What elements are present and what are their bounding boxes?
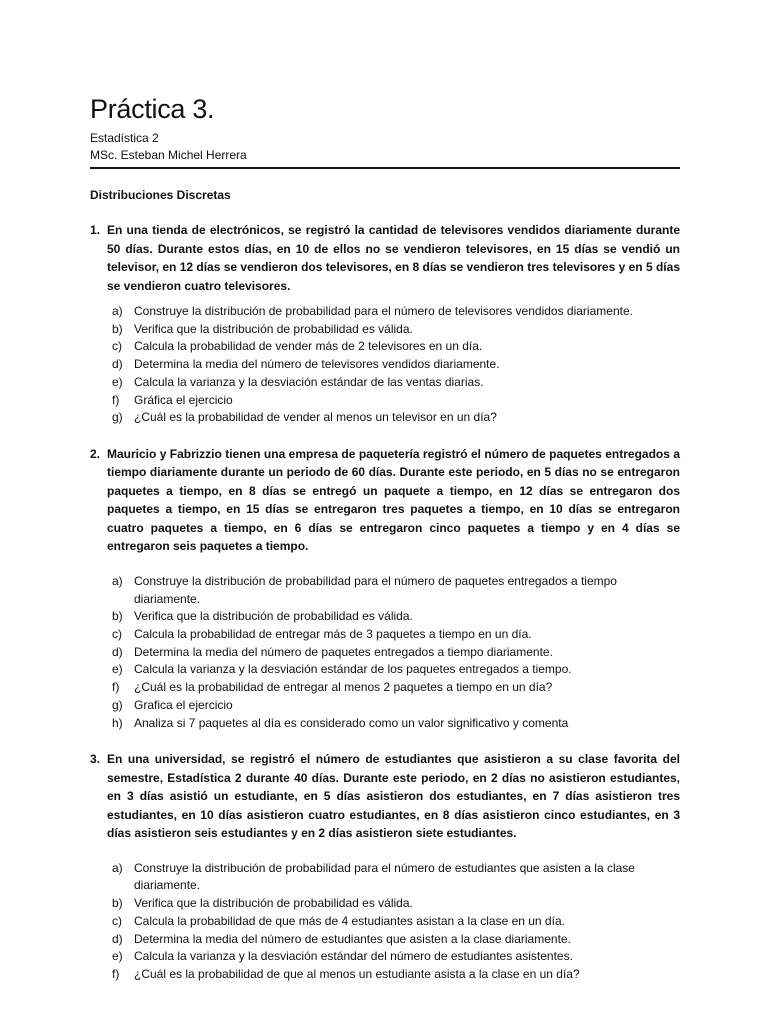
problem-3 [90, 750, 680, 843]
list-item [112, 392, 680, 410]
item-letter: c) [112, 627, 122, 642]
problem-1 [90, 221, 680, 295]
header-divider [90, 167, 680, 169]
item-text: Construye la distribución de probabilidad para el número de televisores vendidos diariamente. [134, 304, 633, 318]
item-text: Construye la distribución de probabilidad para el número de estudiantes que asisten a la clase diariamente. [134, 860, 635, 893]
list-item [112, 644, 680, 662]
item-text: Determina la media del número de paquetes entregados a tiempo diariamente. [134, 644, 553, 659]
item-letter: f) [112, 680, 120, 695]
problem-number: 3. [90, 752, 101, 767]
item-letter: e) [112, 662, 123, 677]
item-letter: b) [112, 609, 123, 624]
problem-statement: Mauricio y Fabrizzio tienen una empresa de paquetería registró el número de paquetes entregados a tiempo diariamente durante un periodo de 60 días. Durante este periodo, en 5 días no se entregaron paquetes a tiempo, en 8 días se entregó un paquete a tiempo, en 12 días se entregaron dos paquetes a tiempo, en 15 días se entregaron tres paquetes a tiempo, en 10 días se entregaron cuatro paquetes a tiempo, en 6 días se entregaron cinco paquetes a tiempo y en 4 días se entregaron seis paquetes a tiempo. [107, 446, 680, 554]
item-text: Grafica el ejercicio [134, 697, 233, 712]
list-item [112, 321, 680, 339]
item-text: Gráfica el ejercicio [134, 392, 233, 407]
list-item [112, 356, 680, 374]
problem-2-questions [90, 573, 680, 732]
item-letter: d) [112, 357, 123, 372]
item-letter: b) [112, 896, 123, 911]
item-letter: f) [112, 392, 120, 407]
section-title: Distribuciones Discretas [90, 188, 231, 202]
list-item [112, 661, 680, 679]
item-text: Verifica que la distribución de probabilidad es válida. [134, 321, 413, 336]
problem-3-questions [90, 860, 680, 984]
item-letter: h) [112, 715, 123, 730]
item-letter: b) [112, 321, 123, 336]
item-letter: c) [112, 339, 122, 354]
problem-statement: En una tienda de electrónicos, se registró la cantidad de televisores vendidos diariamente durante 50 días. Durante estos días, en 10 de ellos no se vendieron televisores, en 15 días se vendió un televisor, en 12 días se vendieron dos televisores, en 8 días se vendieron tres televisores y en 5 días se vendieron cuatro televisores. [107, 223, 680, 293]
item-text: Calcula la varianza y la desviación estándar de los paquetes entregados a tiempo. [134, 662, 572, 677]
list-item [112, 715, 680, 733]
item-letter: a) [112, 860, 123, 875]
item-letter: e) [112, 949, 123, 964]
item-text: Calcula la varianza y la desviación estándar de las ventas diarias. [134, 374, 484, 389]
item-letter: e) [112, 374, 123, 389]
item-letter: a) [112, 573, 123, 588]
list-item [112, 931, 680, 949]
item-letter: c) [112, 913, 122, 928]
list-item [112, 303, 680, 321]
item-letter: g) [112, 697, 123, 712]
problem-number: 1. [90, 223, 101, 237]
list-item [112, 573, 680, 608]
list-item [112, 409, 680, 427]
list-item [112, 374, 680, 392]
list-item [112, 608, 680, 626]
item-text: ¿Cuál es la probabilidad de entregar al menos 2 paquetes a tiempo en un día? [134, 680, 553, 695]
list-item [112, 679, 680, 697]
item-text: Calcula la probabilidad de vender más de 2 televisores en un día. [134, 339, 483, 354]
page-title: Práctica 3. [90, 94, 215, 124]
problem-number: 2. [90, 446, 101, 461]
list-item [112, 860, 680, 895]
item-text: ¿Cuál es la probabilidad de vender al menos un televisor en un día? [134, 410, 497, 425]
list-item [112, 626, 680, 644]
item-text: Calcula la varianza y la desviación estándar del número de estudiantes asistentes. [134, 949, 573, 964]
item-text: Determina la media del número de televisores vendidos diariamente. [134, 357, 500, 372]
list-item [112, 697, 680, 715]
list-item [112, 913, 680, 931]
problem-1-questions [90, 303, 680, 427]
item-letter: a) [112, 304, 123, 318]
item-text: Verifica que la distribución de probabilidad es válida. [134, 896, 413, 911]
item-text: Verifica que la distribución de probabilidad es válida. [134, 609, 413, 624]
list-item [112, 338, 680, 356]
item-letter: d) [112, 644, 123, 659]
author-name: MSc. Esteban Michel Herrera [90, 148, 247, 162]
item-text: Construye la distribución de probabilidad para el número de paquetes entregados a tiempo diariamente. [134, 573, 617, 606]
item-text: Determina la media del número de estudiantes que asisten a la clase diariamente. [134, 931, 571, 946]
document-page [90, 92, 680, 984]
problem-2 [90, 445, 680, 556]
list-item [112, 895, 680, 913]
item-letter: g) [112, 410, 123, 425]
item-text: Analiza si 7 paquetes al día es considerado como un valor significativo y comenta [134, 715, 569, 730]
item-text: ¿Cuál es la probabilidad de que al menos un estudiante asista a la clase en un día? [134, 966, 580, 981]
problem-statement: En una universidad, se registró el número de estudiantes que asistieron a su clase favorita del semestre, Estadística 2 durante 40 días. Durante este periodo, en 2 días no asistieron estudiantes, en 3 días asistió un estudiante, en 5 días asistieron dos estudiantes, en 7 días asistieron tres estudiantes, en 10 días asistieron cuatro estudiantes, en 8 días asistieron cinco estudiantes, en 3 días asistieron seis estudiantes y en 2 días asistieron siete estudiantes. [107, 752, 680, 841]
course-name: Estadística 2 [90, 131, 159, 145]
list-item [112, 966, 680, 984]
item-letter: f) [112, 966, 120, 981]
item-letter: d) [112, 931, 123, 946]
list-item [112, 948, 680, 966]
item-text: Calcula la probabilidad de entregar más de 3 paquetes a tiempo en un día. [134, 627, 532, 642]
item-text: Calcula la probabilidad de que más de 4 estudiantes asistan a la clase en un día. [134, 913, 565, 928]
